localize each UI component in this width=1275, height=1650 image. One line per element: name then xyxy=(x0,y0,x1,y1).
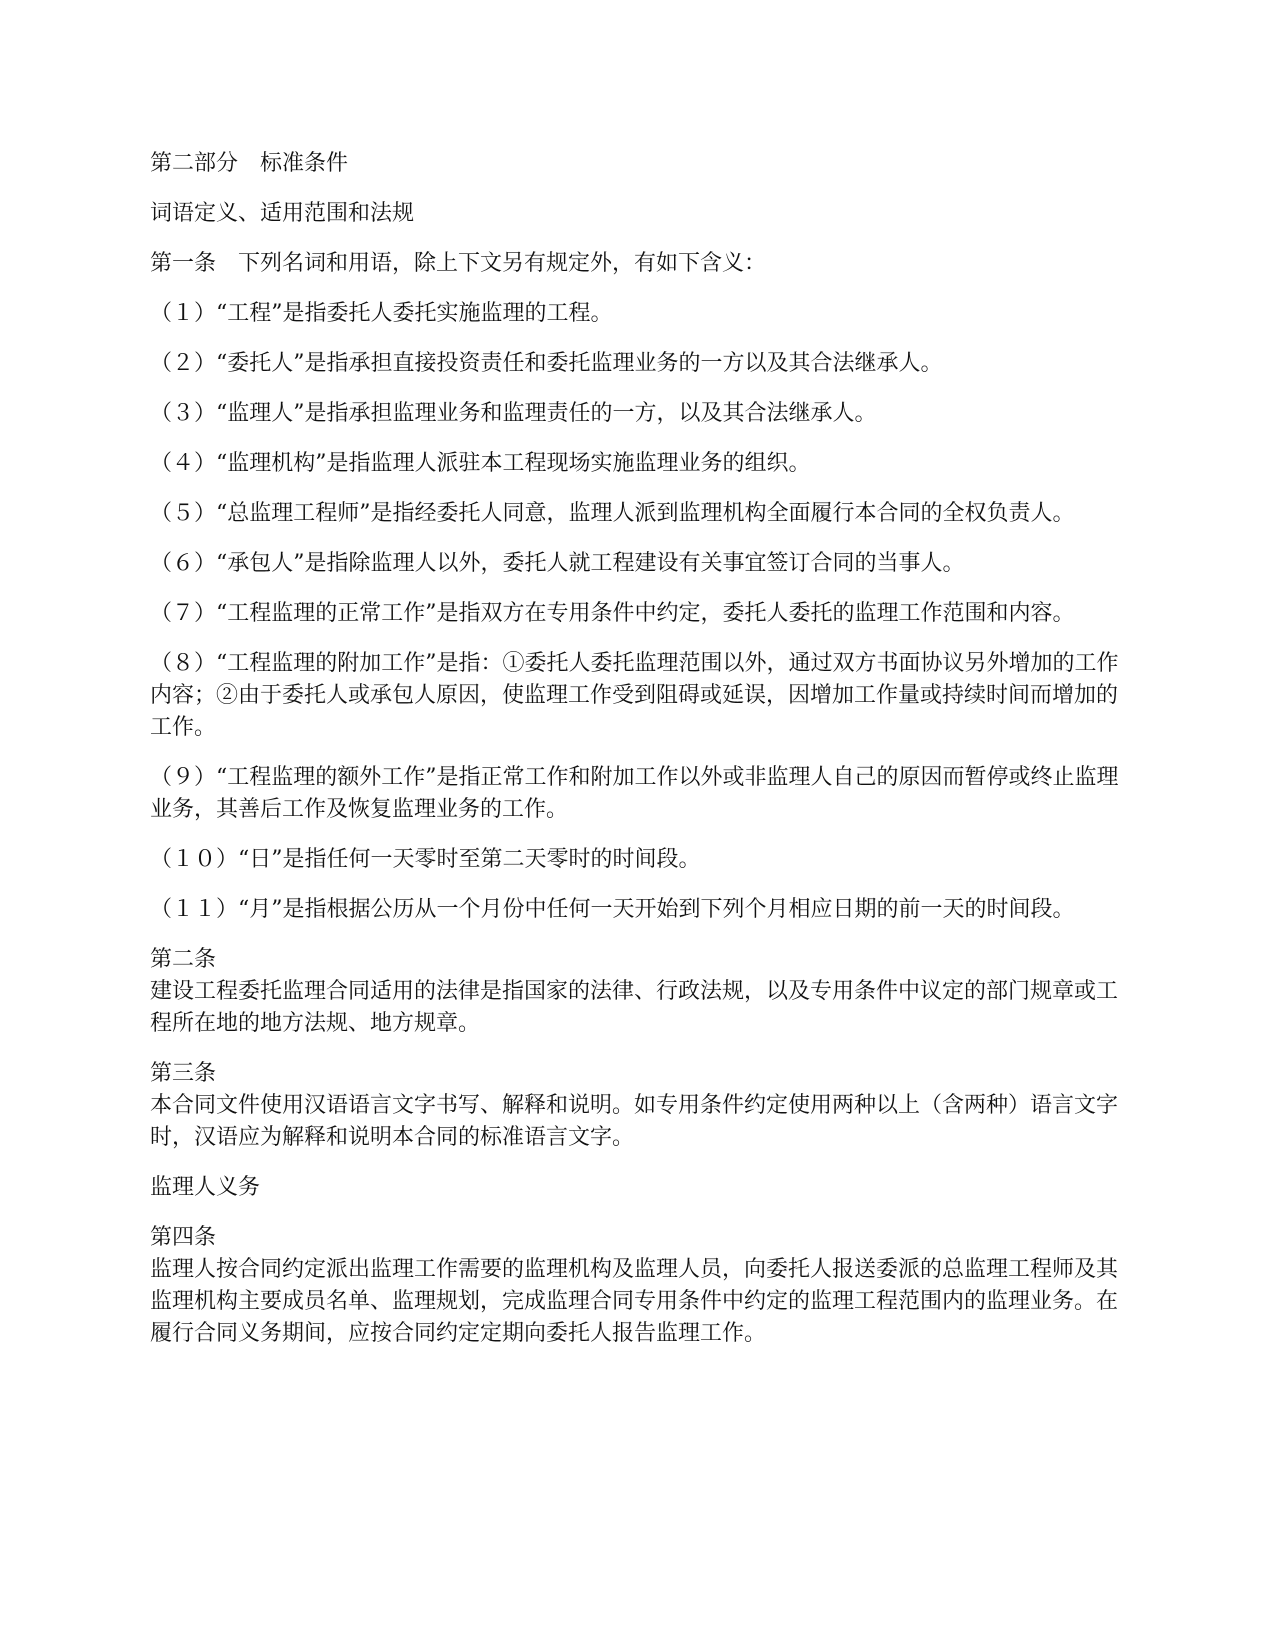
definition-item: （９）“工程监理的额外工作”是指正常工作和附加工作以外或非监理人自己的原因而暂停或终止监理业务，其善后工作及恢复监理业务的工作。 xyxy=(150,765,1119,822)
definition-item: （２）“委托人”是指承担直接投资责任和委托监理业务的一方以及其合法继承人。 xyxy=(150,351,943,376)
definition-item: （３）“监理人”是指承担监理业务和监理责任的一方，以及其合法继承人。 xyxy=(150,401,877,426)
definition-item: （１０）“日”是指任何一天零时至第二天零时的时间段。 xyxy=(150,847,701,872)
article-2-body: 建设工程委托监理合同适用的法律是指国家的法律、行政法规，以及专用条件中议定的部门规章或工程所在地的地方法规、地方规章。 xyxy=(150,979,1119,1036)
definition-item: （４）“监理机构”是指监理人派驻本工程现场实施监理业务的组织。 xyxy=(150,451,811,476)
article-4 xyxy=(150,1222,1125,1350)
definition-item: （６）“承包人”是指除监理人以外，委托人就工程建设有关事宜签订合同的当事人。 xyxy=(150,551,965,576)
definition-item: （５）“总监理工程师”是指经委托人同意，监理人派到监理机构全面履行本合同的全权负责人。 xyxy=(150,501,1075,526)
document-page xyxy=(150,148,1125,1368)
definition-item: （１）“工程”是指委托人委托实施监理的工程。 xyxy=(150,301,613,326)
definition-item: （７）“工程监理的正常工作”是指双方在专用条件中约定，委托人委托的监理工作范围和内容。 xyxy=(150,601,1075,626)
article-4-heading: 第四条 xyxy=(150,1225,217,1250)
section-heading-definitions: 词语定义、适用范围和法规 xyxy=(150,201,415,226)
article-2 xyxy=(150,944,1125,1040)
article-1-intro: 第一条 下列名词和用语，除上下文另有规定外，有如下含义： xyxy=(150,251,767,276)
definition-item: （８）“工程监理的附加工作”是指：①委托人委托监理范围以外，通过双方书面协议另外增加的工作内容；②由于委托人或承包人原因，使监理工作受到阻碍或延误，因增加工作量或持续时间而增加的工作。 xyxy=(150,651,1119,740)
article-3-heading: 第三条 xyxy=(150,1061,217,1086)
part-title: 第二部分 标准条件 xyxy=(150,151,349,176)
definition-item: （１１）“月”是指根据公历从一个月份中任何一天开始到下列个月相应日期的前一天的时间段。 xyxy=(150,897,1075,922)
section-heading-obligations: 监理人义务 xyxy=(150,1175,261,1200)
article-2-heading: 第二条 xyxy=(150,947,217,972)
article-3-body: 本合同文件使用汉语语言文字书写、解释和说明。如专用条件约定使用两种以上（含两种）语言文字时，汉语应为解释和说明本合同的标准语言文字。 xyxy=(150,1093,1119,1150)
article-4-body: 监理人按合同约定派出监理工作需要的监理机构及监理人员，向委托人报送委派的总监理工程师及其监理机构主要成员名单、监理规划，完成监理合同专用条件中约定的监理工程范围内的监理业务。在履行合同义务期间，应按合同约定定期向委托人报告监理工作。 xyxy=(150,1257,1119,1346)
article-3 xyxy=(150,1058,1125,1154)
